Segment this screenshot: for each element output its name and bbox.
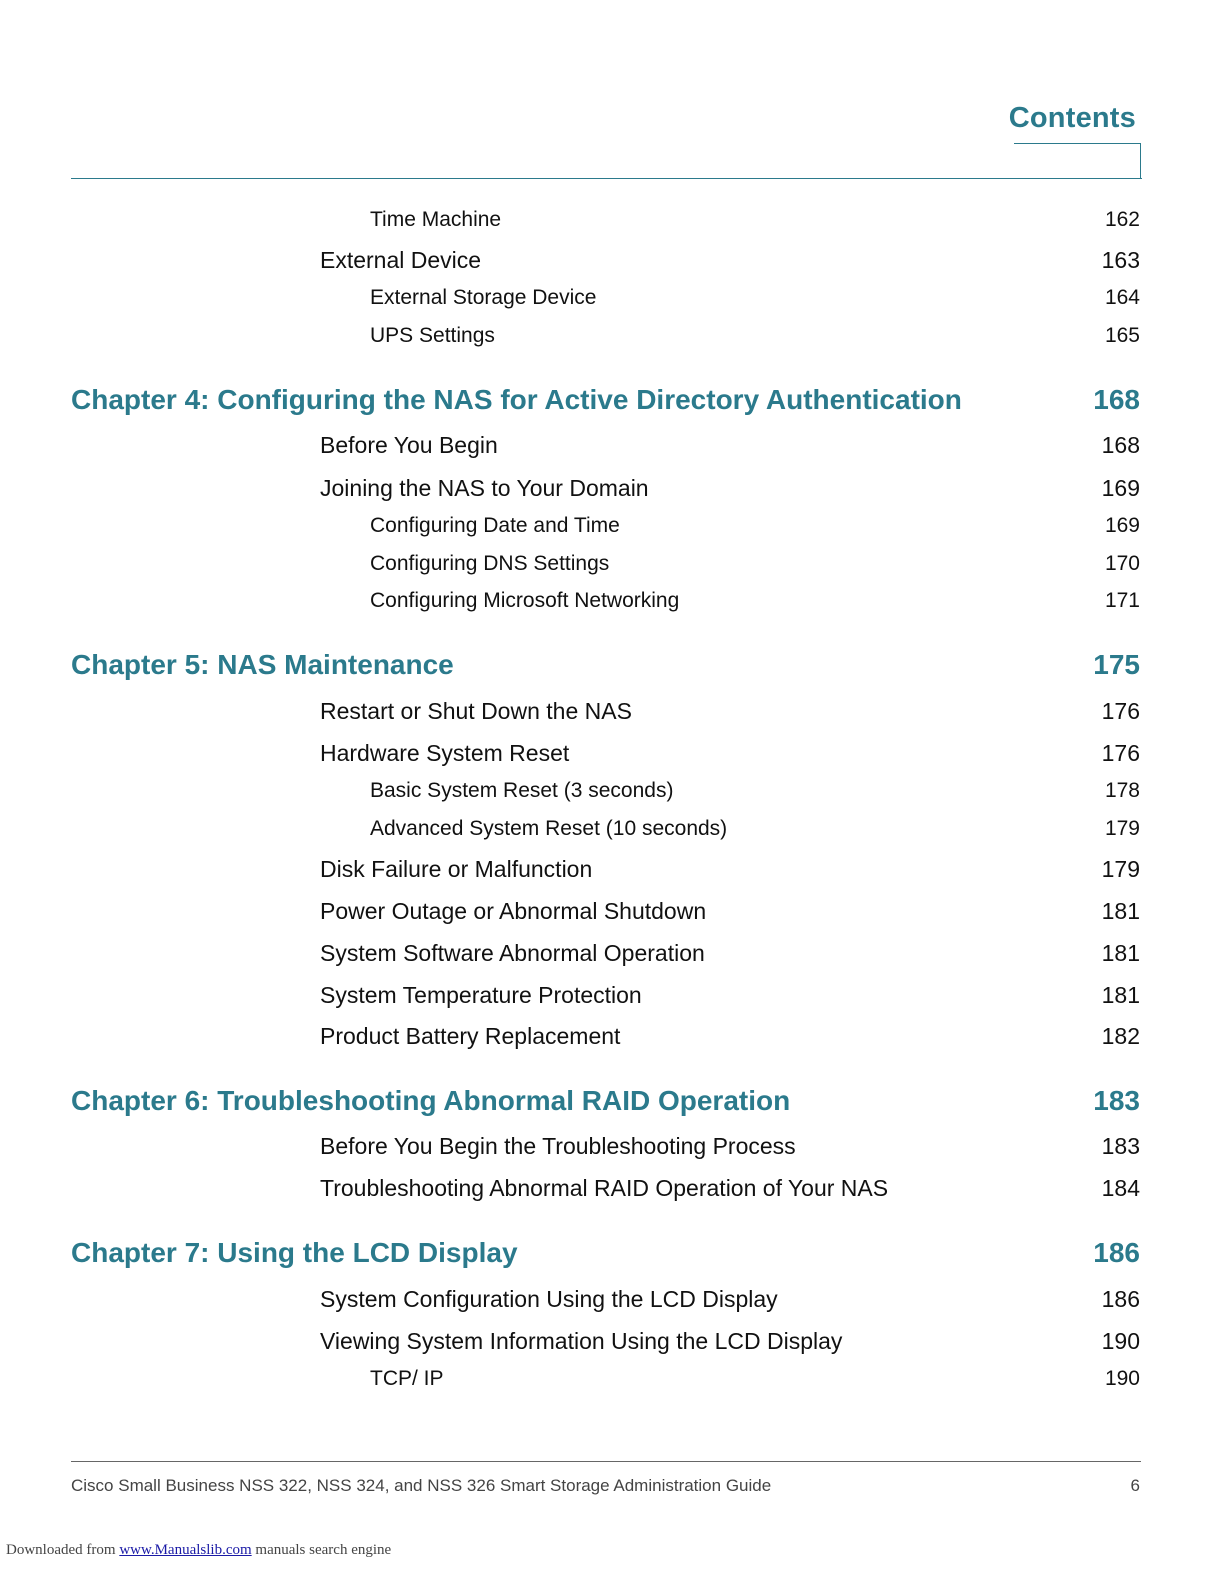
download-prefix: Downloaded from xyxy=(6,1542,116,1558)
toc-entry[interactable] xyxy=(0,779,1224,813)
toc-entry-label: Time Machine xyxy=(370,208,502,231)
toc-entry-page: 176 xyxy=(1101,740,1140,766)
header-tab-frame xyxy=(1014,143,1141,179)
toc-entry[interactable] xyxy=(0,1133,1224,1167)
toc-entry-page: 176 xyxy=(1101,698,1140,724)
toc-chapter-label: Chapter 7: Using the LCD Display xyxy=(71,1237,518,1268)
toc-entry-page: 164 xyxy=(1104,286,1140,309)
toc-entry-label: Advanced System Reset (10 seconds) xyxy=(370,817,728,840)
toc-entry[interactable] xyxy=(0,1367,1224,1401)
toc-entry[interactable] xyxy=(0,1023,1224,1057)
toc-entry-label: Viewing System Information Using the LCD Display xyxy=(320,1328,843,1354)
toc-entry[interactable] xyxy=(0,740,1224,774)
toc-entry[interactable] xyxy=(0,589,1224,623)
toc-entry-page: 190 xyxy=(1101,1328,1140,1354)
toc-entry-label: System Temperature Protection xyxy=(320,982,642,1008)
toc-entry-page: 179 xyxy=(1101,856,1140,882)
toc-chapter-label: Chapter 6: Troubleshooting Abnormal RAID Operation xyxy=(71,1085,791,1116)
toc-chapter-page: 175 xyxy=(1093,649,1140,680)
toc-entry[interactable] xyxy=(0,475,1224,509)
toc-entry[interactable] xyxy=(0,552,1224,586)
footer-page-number: 6 xyxy=(1130,1476,1140,1495)
toc-entry-page: 170 xyxy=(1104,552,1140,575)
toc-entry-page: 183 xyxy=(1101,1133,1140,1159)
toc-entry-label: TCP/ IP xyxy=(370,1367,444,1390)
toc-chapter[interactable] xyxy=(0,1237,1224,1271)
toc-entry-page: 171 xyxy=(1104,589,1140,612)
manualslib-link[interactable]: www.Manualslib.com xyxy=(119,1542,252,1558)
toc-entry[interactable] xyxy=(0,514,1224,548)
toc-entry[interactable] xyxy=(0,324,1224,358)
toc-entry-page: 178 xyxy=(1104,779,1140,802)
toc-entry[interactable] xyxy=(0,856,1224,890)
toc-entry-label: Hardware System Reset xyxy=(320,740,570,766)
toc-entry-page: 181 xyxy=(1101,940,1140,966)
toc-entry[interactable] xyxy=(0,817,1224,851)
toc-entry-label: Before You Begin the Troubleshooting Process xyxy=(320,1133,796,1159)
toc-entry-label: External Storage Device xyxy=(370,286,597,309)
toc-entry-page: 169 xyxy=(1101,475,1140,501)
toc-entry[interactable] xyxy=(0,940,1224,974)
toc-entry-label: Configuring Date and Time xyxy=(370,514,620,537)
toc-entry-page: 168 xyxy=(1101,432,1140,458)
toc-entry-page: 163 xyxy=(1101,247,1140,273)
toc-entry-label: Product Battery Replacement xyxy=(320,1023,621,1049)
toc-entry-page: 179 xyxy=(1104,817,1140,840)
header-divider xyxy=(71,178,1142,179)
toc-entry-label: System Configuration Using the LCD Display xyxy=(320,1286,778,1312)
toc-entry-page: 169 xyxy=(1104,514,1140,537)
toc-chapter-label: Chapter 4: Configuring the NAS for Active Directory Authentication xyxy=(71,384,962,415)
toc-entry-label: Troubleshooting Abnormal RAID Operation of Your NAS xyxy=(320,1175,889,1201)
toc-entry[interactable] xyxy=(0,1175,1224,1209)
toc-entry-page: 184 xyxy=(1101,1175,1140,1201)
toc-chapter[interactable] xyxy=(0,649,1224,683)
toc-entry-label: Disk Failure or Malfunction xyxy=(320,856,593,882)
toc-entry-label: External Device xyxy=(320,247,482,273)
toc-chapter-page: 183 xyxy=(1093,1085,1140,1116)
toc-entry[interactable] xyxy=(0,432,1224,466)
toc-entry-page: 165 xyxy=(1104,324,1140,347)
toc-entry-page: 181 xyxy=(1101,898,1140,924)
toc-chapter-label: Chapter 5: NAS Maintenance xyxy=(71,649,454,680)
toc-entry-label: UPS Settings xyxy=(370,324,495,347)
toc-entry[interactable] xyxy=(0,1328,1224,1362)
toc-entry-label: Before You Begin xyxy=(320,432,498,458)
toc-entry[interactable] xyxy=(0,208,1224,242)
toc-chapter[interactable] xyxy=(0,1085,1224,1119)
toc-entry-page: 181 xyxy=(1101,982,1140,1008)
toc-entry[interactable] xyxy=(0,247,1224,281)
download-notice xyxy=(6,1542,391,1559)
toc-chapter-page: 186 xyxy=(1093,1237,1140,1268)
toc-chapter-page: 168 xyxy=(1093,384,1140,415)
toc-entry[interactable] xyxy=(0,698,1224,732)
toc-chapter[interactable] xyxy=(0,384,1224,418)
toc-entry-label: Configuring DNS Settings xyxy=(370,552,610,575)
toc-entry-page: 182 xyxy=(1101,1023,1140,1049)
toc-entry[interactable] xyxy=(0,286,1224,320)
toc-entry-page: 162 xyxy=(1104,208,1140,231)
toc-entry-label: System Software Abnormal Operation xyxy=(320,940,705,966)
toc-entry-label: Configuring Microsoft Networking xyxy=(370,589,680,612)
toc-entry-label: Joining the NAS to Your Domain xyxy=(320,475,649,501)
toc-entry[interactable] xyxy=(0,982,1224,1016)
footer-divider xyxy=(71,1461,1141,1462)
toc-entry-label: Basic System Reset (3 seconds) xyxy=(370,779,674,802)
toc-entry-page: 186 xyxy=(1101,1286,1140,1312)
toc-entry[interactable] xyxy=(0,898,1224,932)
toc-entry-label: Power Outage or Abnormal Shutdown xyxy=(320,898,707,924)
toc-entry-page: 190 xyxy=(1104,1367,1140,1390)
download-suffix: manuals search engine xyxy=(255,1542,392,1558)
page-title: Contents xyxy=(1008,102,1136,134)
toc-entry[interactable] xyxy=(0,1286,1224,1320)
toc-entry-label: Restart or Shut Down the NAS xyxy=(320,698,632,724)
footer-guide-title: Cisco Small Business NSS 322, NSS 324, and NSS 326 Smart Storage Administration Guide xyxy=(71,1476,772,1495)
